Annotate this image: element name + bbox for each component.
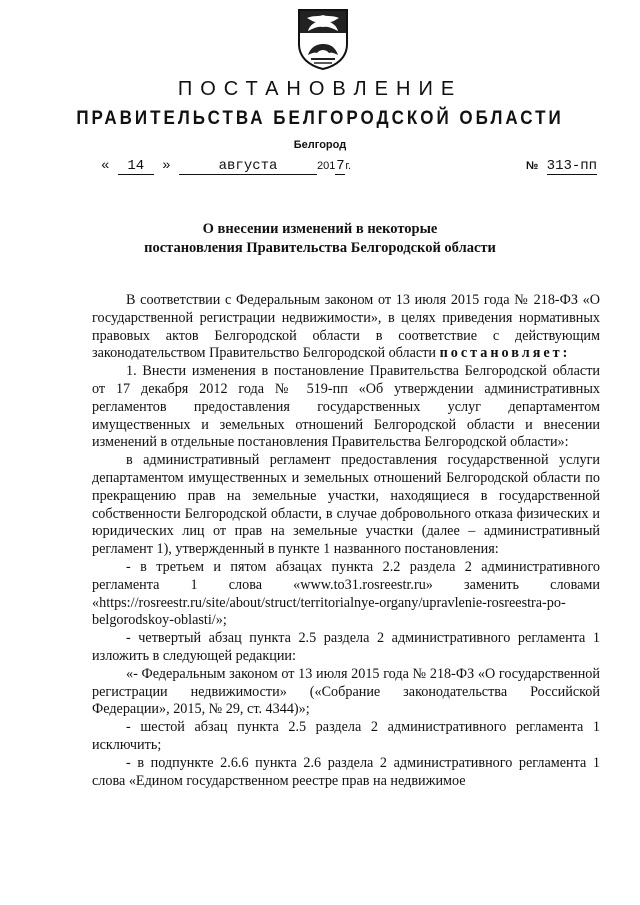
date-year-prefix: 201 [317,160,336,172]
coat-of-arms-icon [296,8,350,70]
date-close-quote: » [162,158,171,174]
issuing-authority-heading: ПРАВИТЕЛЬСТВА БЕЛГОРОДСКОЙ ОБЛАСТИ [76,106,564,129]
paragraph-regulation: в административный регламент предоставления государственной услуги департаментом имущественных и земельных отношений Белгородской области по прекращению прав на земельные участки, находящиеся в государственной собственности Белгородской области, в случае добровольного отказа физических и юридических лиц от прав на земельные участки (далее – административный регламент 1), утвержденный в пункте 1 названного постановления: [92,452,600,558]
date-open-quote: « [101,158,110,174]
paragraph-change-4: - в подпункте 2.6.6 пункта 2.6 раздела 2 административного регламента 1 слова «Едином государственном реестре прав на недвижимое [92,754,600,789]
paragraph-change-1: - в третьем и пятом абзацах пункта 2.2 раздела 2 административного регламента 1 слова «www.to31.rosreestr.ru» заменить словами «https://rosreestr.ru/site/about/struct/territorialnye-organy/upravlenie-rosreestra-po-belgorodskoy-oblasti/»; [92,558,600,629]
paragraph-new-wording: «- Федеральным законом от 13 июля 2015 года № 218-ФЗ «О государственной регистрации недвижимости» («Собрание законодательства Российской Федерации», 2015, № 29, ст. 4344)»; [92,665,600,718]
resolves-keyword: постановляет: [439,345,571,362]
city-label: Белгород [293,139,347,151]
document-body [92,292,600,790]
document-date [101,158,351,175]
date-year-suffix: 7 [336,158,345,174]
paragraph-change-2: - четвертый абзац пункта 2.5 раздела 2 административного регламента 1 изложить в следующей редакции: [92,630,600,664]
subject-line-2: постановления Правительства Белгородской области [144,240,496,256]
subject-line-1: О внесении изменений в некоторые [202,221,438,237]
paragraph-item-1: 1. Внести изменения в постановление Правительства Белгородской области от 17 декабря 2012 года № 519-пп «Об утверждении административных регламентов предоставления государственных услуг департаментом имущественных и земельных отношений Белгородской области и внесении изменений в отдельные постановления Правительства Белгородской области»: [92,363,600,451]
date-month: августа [179,158,317,175]
number-value: 313-пп [546,158,598,174]
paragraph-preamble [92,292,600,363]
number-sign: № [526,160,539,172]
document-number [526,158,597,175]
preamble-text: В соответствии с Федеральным законом от 13 июля 2015 года № 218-ФЗ «О государственной регистрации недвижимости», в целях приведения нормативных правовых актов Белгородской области в соответствие с действующим законодательством Правительство Белгородской области [92,292,600,362]
date-year-unit: г. [345,160,352,172]
document-subject [0,220,640,258]
paragraph-change-3: - шестой абзац пункта 2.5 раздела 2 административного регламента 1 исключить; [92,719,600,753]
document-type-heading: ПОСТАНОВЛЕНИЕ [177,78,463,100]
date-day: 14 [118,158,154,175]
